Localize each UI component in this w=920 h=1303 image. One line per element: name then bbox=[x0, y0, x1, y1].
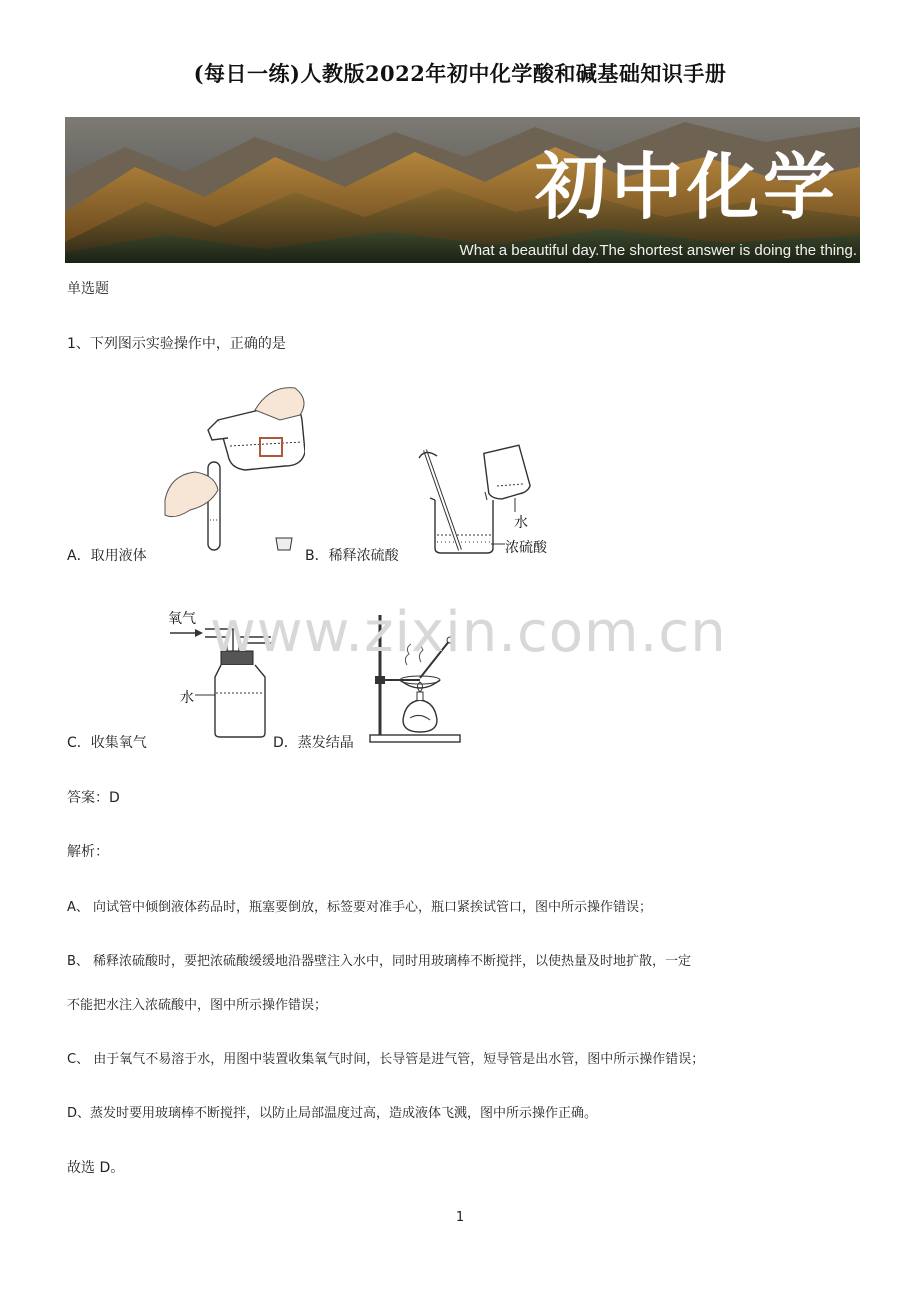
label-water-c: 水 bbox=[180, 690, 194, 706]
watermark: www.zixin.com.cn bbox=[210, 600, 727, 665]
analysis-label: 解析： bbox=[67, 844, 109, 860]
option-d: D．蒸发结晶 bbox=[273, 735, 354, 751]
option-b: B．稀释浓硫酸 bbox=[305, 548, 399, 564]
conclusion: 故选 D。 bbox=[67, 1160, 125, 1176]
analysis-a: A、 向试管中倾倒液体药品时，瓶塞要倒放，标签要对准手心，瓶口紧挨试管口，图中所示操作错误； bbox=[67, 900, 653, 915]
label-oxygen-c: 氧气 bbox=[168, 611, 196, 627]
analysis-d: D、蒸发时要用玻璃棒不断搅拌，以防止局部温度过高，造成液体飞溅，图中所示操作正确。 bbox=[67, 1106, 598, 1121]
option-a: A．取用液体 bbox=[67, 548, 147, 564]
option-c: C．收集氧气 bbox=[67, 735, 147, 751]
page-number: 1 bbox=[455, 1210, 465, 1225]
label-water-b: 水 bbox=[514, 515, 528, 531]
banner-caption: What a beautiful day.The shortest answer is doing the thing. bbox=[459, 242, 857, 259]
page-title: (每日一练)人教版2022年初中化学酸和碱基础知识手册 bbox=[193, 61, 727, 86]
analysis-b-line1: B、 稀释浓硫酸时，要把浓硫酸缓缓地沿器壁注入水中，同时用玻璃棒不断搅拌，以使热量及时地扩散，一定 bbox=[67, 954, 692, 969]
answer: 答案：D bbox=[67, 790, 120, 806]
label-acid-b: 浓硫酸 bbox=[505, 540, 547, 556]
analysis-b-line2: 不能把水注入浓硫酸中，图中所示操作错误； bbox=[67, 998, 328, 1013]
banner-title-text: 初中化学 bbox=[535, 144, 840, 229]
question-stem: 1、下列图示实验操作中，正确的是 bbox=[67, 336, 286, 352]
figure-a-pour-liquid bbox=[160, 380, 305, 560]
analysis-c: C、 由于氧气不易溶于水，用图中装置收集氧气时间，长导管是进气管，短导管是出水管，图中所示操作错误； bbox=[67, 1052, 705, 1067]
section-heading: 单选题 bbox=[67, 281, 109, 297]
banner-image bbox=[65, 117, 860, 263]
